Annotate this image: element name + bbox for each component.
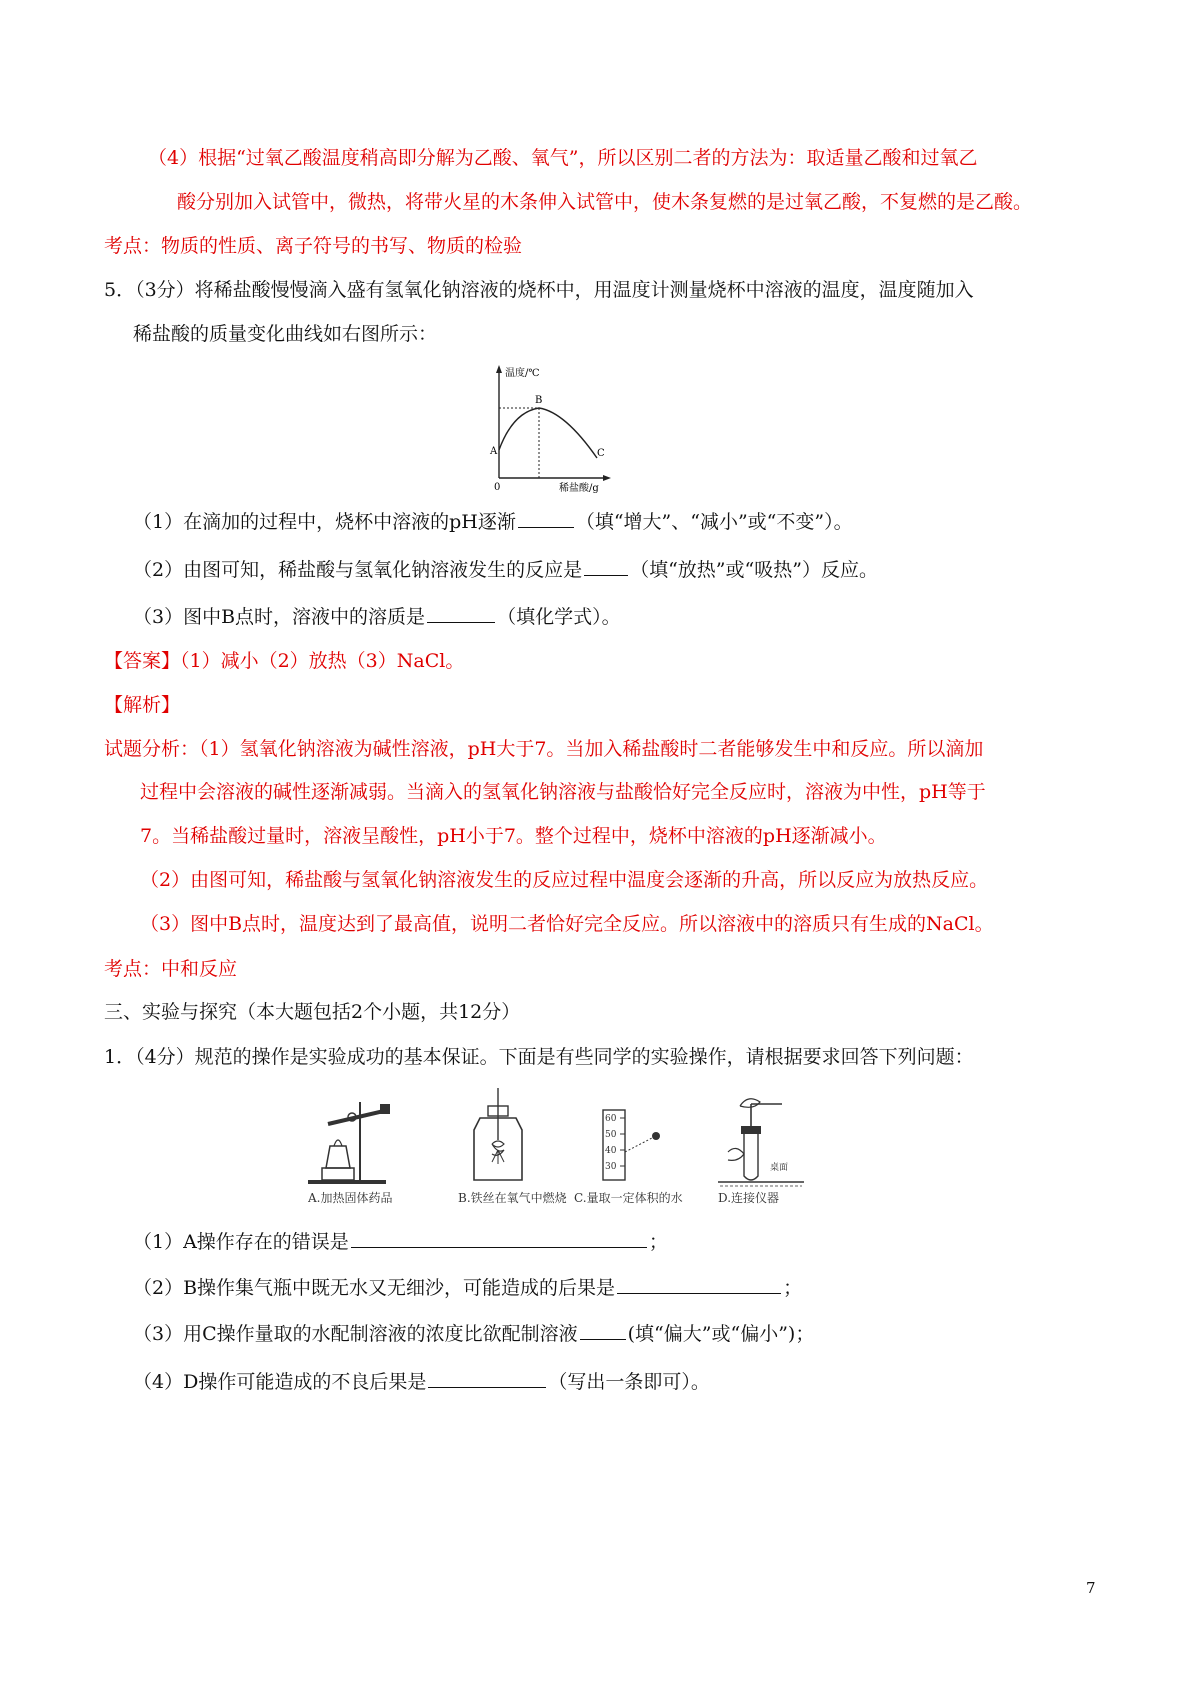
cylinder-tick-60: 60 [605,1114,617,1124]
graph-point-a: A [490,446,498,457]
q1-sub1-text: （1）A操作存在的错误是 [133,1231,349,1253]
figure-b-gas-bottle [458,1088,567,1205]
figure-c-caption: C.量取一定体积的水 [574,1191,683,1205]
figure-c-graduated-cylinder [574,1110,683,1205]
q5-temperature-graph [485,362,615,494]
graph-x-arrow [603,475,611,481]
q5-sub3 [133,603,621,631]
q1-sub3-blank[interactable] [580,1321,626,1340]
eye-icon [652,1132,660,1140]
prev-answer-line-2: 酸分别加入试管中，微热，将带火星的木条伸入试管中，使木条复燃的是过氧乙酸，不复燃的是乙酸。 [177,191,1033,213]
q1-sub2-end: ； [783,1277,803,1299]
q5-sub3-text: （3）图中B点时，溶液中的溶质是 [133,606,426,628]
q1-experiment-figures [308,1088,808,1210]
q5-sub2-blank[interactable] [584,557,628,576]
q1-sub3-end: (填“偏大”或“偏小”)； [627,1323,815,1345]
q5-sub1-text: （1）在滴加的过程中，烧杯中溶液的pH逐渐 [133,511,516,533]
q1-sub1-end: ； [648,1231,668,1253]
q5-answer: 【答案】（1）减小（2）放热（3）NaCl。 [104,650,465,672]
q1-sub2-blank[interactable] [617,1275,781,1294]
graph-curve [499,408,597,458]
q5-sub1-blank[interactable] [518,509,574,528]
q1-sub4 [133,1368,710,1396]
q5-sub2-hint: （填“放热”或“吸热”）反应。 [630,559,878,581]
q1-sub3 [133,1320,814,1348]
q1-sub4-blank[interactable] [428,1369,546,1388]
cylinder-tick-50: 50 [605,1130,617,1140]
graph-x-label: 稀盐酸/g [559,483,599,494]
prev-answer-line-1: （4）根据“过氧乙酸温度稍高即分解为乙酸、氧气”，所以区别二者的方法为：取适量乙酸和过氧乙 [148,147,978,169]
graph-origin: 0 [494,482,501,493]
prev-kaodian: 考点：物质的性质、离子符号的书写、物质的检验 [104,235,523,257]
graph-y-arrow [496,365,502,373]
cylinder-tick-40: 40 [605,1146,617,1156]
section-3-heading: 三、实验与探究（本大题包括2个小题，共12分） [104,1001,521,1023]
q5-analysis-line-1: 试题分析：（1）氢氧化钠溶液为碱性溶液，pH大于7。当加入稀盐酸时二者能够发生中和反应。所以滴加 [104,738,984,760]
q1-sub1 [133,1228,668,1256]
q5-sub2 [133,556,878,584]
q5-stem-line-1: 5．（3分）将稀盐酸慢慢滴入盛有氢氧化钠溶液的烧杯中，用温度计测量烧杯中溶液的温度，温度随加入 [104,279,974,301]
q5-stem-line-2: 稀盐酸的质量变化曲线如右图所示： [133,323,438,345]
graph-point-b: B [535,395,543,406]
q1-sub3-text: （3）用C操作量取的水配制溶液的浓度比欲配制溶液 [133,1323,578,1345]
cylinder-tick-30: 30 [605,1162,617,1172]
q1-sub2 [133,1274,802,1302]
q5-analysis-line-2: 过程中会溶液的碱性逐渐减弱。当滴入的氢氧化钠溶液与盐酸恰好完全反应时，溶液为中性，pH等于 [140,781,986,803]
q5-sub3-hint: （填化学式）。 [497,606,621,628]
q5-analysis-label: 【解析】 [104,694,181,716]
figure-a-caption: A.加热固体药品 [308,1191,393,1205]
graph-y-label: 温度/℃ [505,368,540,379]
figure-d-connecting-apparatus [718,1099,804,1205]
q5-analysis-line-4: （2）由图可知，稀盐酸与氢氧化钠溶液发生的反应过程中温度会逐渐的升高，所以反应为放热反应。 [140,869,989,891]
figure-d-caption: D.连接仪器 [718,1191,780,1205]
q5-kaodian: 考点：中和反应 [104,958,238,980]
q5-sub1-hint: （填“增大”、“减小”或“不变”）。 [575,511,853,533]
q5-analysis-line-3: 7。当稀盐酸过量时，溶液呈酸性，pH小于7。整个过程中，烧杯中溶液的pH逐渐减小。 [140,825,887,847]
figure-a-heating-setup [308,1102,392,1205]
graph-point-c: C [597,448,605,459]
q1-sub2-text: （2）B操作集气瓶中既无水又无细沙，可能造成的后果是 [133,1277,616,1299]
figure-b-caption: B.铁丝在氧气中燃烧 [458,1191,567,1205]
q1-stem: 1．（4分）规范的操作是实验成功的基本保证。下面是有些同学的实验操作，请根据要求回答下列问题： [104,1046,974,1068]
page-number: 7 [1086,1579,1096,1597]
q5-sub3-blank[interactable] [427,604,495,623]
q1-sub4-end: （写出一条即可）。 [548,1371,710,1393]
figure-d-side-label: 桌面 [770,1163,789,1173]
q5-sub1 [133,508,853,536]
q1-sub4-text: （4）D操作可能造成的不良后果是 [133,1371,427,1393]
q5-analysis-line-5: （3）图中B点时，温度达到了最高值，说明二者恰好完全反应。所以溶液中的溶质只有生成的NaCl。 [140,913,994,935]
q5-sub2-text: （2）由图可知，稀盐酸与氢氧化钠溶液发生的反应是 [133,559,583,581]
q1-sub1-blank[interactable] [351,1229,647,1248]
